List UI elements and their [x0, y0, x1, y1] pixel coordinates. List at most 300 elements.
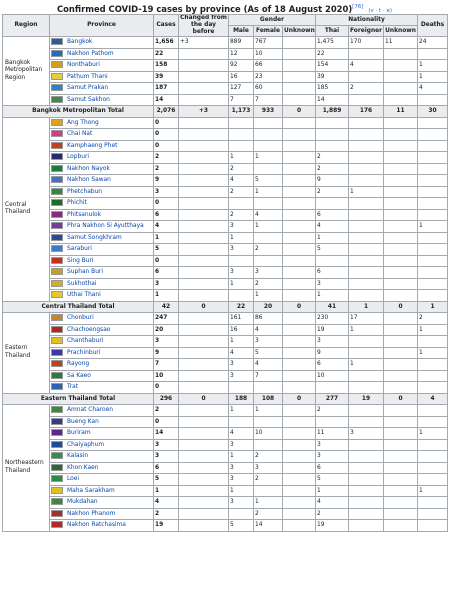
unknown-cell [283, 290, 316, 302]
female-cell [254, 439, 283, 451]
unknown-cell [283, 221, 316, 233]
unknown-cell [283, 244, 316, 256]
unknown-cell [283, 278, 316, 290]
province-link[interactable]: Prachinburi [67, 349, 101, 356]
nat-unknown-cell [384, 175, 418, 187]
thai-cell: 19 [316, 324, 349, 336]
foreigner-cell: 1 [349, 324, 384, 336]
total-cases: 2,076 [154, 106, 179, 118]
deaths-cell [418, 244, 448, 256]
changed-cell [179, 60, 229, 72]
thai-cell: 2 [316, 163, 349, 175]
province-flag-icon [51, 96, 63, 103]
province-cell [50, 209, 154, 221]
deaths-cell [418, 520, 448, 532]
female-cell: 86 [254, 313, 283, 325]
table-row [3, 485, 448, 497]
cases-cell: 6 [154, 267, 179, 279]
province-flag-icon [51, 142, 63, 149]
region-cell[interactable]: Central Thailand [3, 117, 50, 301]
province-flag-icon [51, 452, 63, 459]
foreigner-cell [349, 347, 384, 359]
total-thai: 277 [316, 393, 349, 405]
male-cell: 1 [229, 336, 254, 348]
total-foreigner: 176 [349, 106, 384, 118]
total-female: 108 [254, 393, 283, 405]
unknown-cell [283, 428, 316, 440]
unknown-cell [283, 129, 316, 141]
province-link[interactable]: Phetchabun [67, 188, 103, 195]
unknown-cell [283, 232, 316, 244]
deaths-cell: 1 [418, 221, 448, 233]
cases-cell: 0 [154, 198, 179, 210]
cases-cell: 1 [154, 290, 179, 302]
female-cell [254, 382, 283, 394]
deaths-cell [418, 129, 448, 141]
nat-unknown-cell [384, 267, 418, 279]
province-link[interactable]: Chachoengsao [67, 326, 111, 333]
header-thai: Thai [316, 26, 349, 37]
header-male: Male [229, 26, 254, 37]
province-cell [50, 439, 154, 451]
province-link[interactable]: Saraburi [67, 246, 92, 253]
total-thai: 1,889 [316, 106, 349, 118]
thai-cell: 22 [316, 48, 349, 60]
caption-reference[interactable]: [76] [352, 4, 364, 10]
foreigner-cell [349, 370, 384, 382]
nat-unknown-cell [384, 244, 418, 256]
foreigner-cell [349, 462, 384, 474]
cases-cell: 20 [154, 324, 179, 336]
total-deaths: 1 [418, 301, 448, 313]
province-link[interactable]: Bueng Kan [67, 418, 99, 425]
cases-cell: 6 [154, 209, 179, 221]
total-thai: 41 [316, 301, 349, 313]
female-cell: 10 [254, 428, 283, 440]
province-cell [50, 382, 154, 394]
male-cell: 3 [229, 244, 254, 256]
header-gender-unknown: Unknown [283, 26, 316, 37]
province-cell [50, 83, 154, 95]
thai-cell: 2 [316, 405, 349, 417]
unknown-cell [283, 186, 316, 198]
male-cell: 2 [229, 163, 254, 175]
nat-unknown-cell [384, 83, 418, 95]
table-row [3, 508, 448, 520]
region-cell[interactable]: Northeastern Thailand [3, 405, 50, 532]
nat-unknown-cell [384, 382, 418, 394]
deaths-cell [418, 497, 448, 509]
header-foreigner: Foreigner [349, 26, 384, 37]
foreigner-cell [349, 520, 384, 532]
province-cell [50, 428, 154, 440]
province-link[interactable]: Kalasin [67, 453, 89, 460]
female-cell: 1 [254, 186, 283, 198]
deaths-cell [418, 117, 448, 129]
total-female: 20 [254, 301, 283, 313]
province-link[interactable]: Samut Prakan [67, 85, 109, 92]
male-cell: 1 [229, 485, 254, 497]
table-row [3, 290, 448, 302]
total-nat-unknown: 0 [384, 393, 418, 405]
region-cell[interactable]: Eastern Thailand [3, 313, 50, 394]
province-cell [50, 129, 154, 141]
thai-cell: 6 [316, 267, 349, 279]
thai-cell: 10 [316, 370, 349, 382]
foreigner-cell [349, 244, 384, 256]
cases-cell: 10 [154, 370, 179, 382]
male-cell: 1 [229, 232, 254, 244]
changed-cell [179, 267, 229, 279]
header-region: Region [3, 15, 50, 37]
table-row [3, 347, 448, 359]
male-cell [229, 290, 254, 302]
cases-cell: 14 [154, 94, 179, 106]
female-cell: 4 [254, 359, 283, 371]
foreigner-cell [349, 336, 384, 348]
province-flag-icon [51, 130, 63, 137]
thai-cell: 3 [316, 336, 349, 348]
unknown-cell [283, 508, 316, 520]
province-link[interactable]: Kamphaeng Phet [67, 142, 118, 149]
male-cell [229, 117, 254, 129]
province-link[interactable]: Nakhon Nayok [67, 165, 110, 172]
total-foreigner: 19 [349, 393, 384, 405]
total-label: Bangkok Metropolitan Total [3, 106, 154, 118]
cases-cell: 187 [154, 83, 179, 95]
province-cell [50, 462, 154, 474]
table-row [3, 324, 448, 336]
province-link[interactable]: Khon Kaen [67, 464, 99, 471]
province-cell [50, 485, 154, 497]
male-cell: 92 [229, 60, 254, 72]
table-row [3, 278, 448, 290]
province-link[interactable]: Uthai Thani [67, 292, 101, 299]
table-row [3, 221, 448, 233]
table-caption [0, 0, 449, 14]
female-cell: 767 [254, 37, 283, 49]
total-row [3, 301, 448, 313]
total-deaths: 4 [418, 393, 448, 405]
province-flag-icon [51, 360, 63, 367]
vte-links[interactable]: (v · t · e) [368, 7, 392, 14]
female-cell [254, 140, 283, 152]
table-row [3, 451, 448, 463]
province-cell [50, 163, 154, 175]
changed-cell [179, 359, 229, 371]
deaths-cell [418, 336, 448, 348]
deaths-cell: 1 [418, 347, 448, 359]
table-row [3, 336, 448, 348]
table-row [3, 198, 448, 210]
table-row [3, 37, 448, 49]
table-row [3, 140, 448, 152]
female-cell [254, 416, 283, 428]
cases-cell: 4 [154, 497, 179, 509]
male-cell: 2 [229, 186, 254, 198]
changed-cell [179, 152, 229, 164]
nat-unknown-cell [384, 278, 418, 290]
province-link[interactable]: Nakhon Phanom [67, 510, 116, 517]
table-row [3, 152, 448, 164]
province-cell [50, 60, 154, 72]
table-row [3, 255, 448, 267]
male-cell [229, 140, 254, 152]
table-row [3, 129, 448, 141]
deaths-cell: 1 [418, 428, 448, 440]
changed-cell [179, 370, 229, 382]
thai-cell [316, 416, 349, 428]
male-cell [229, 198, 254, 210]
province-flag-icon [51, 349, 63, 356]
total-changed: 0 [179, 301, 229, 313]
province-flag-icon [51, 383, 63, 390]
province-cell [50, 278, 154, 290]
province-link[interactable]: Trat [67, 384, 79, 391]
thai-cell: 39 [316, 71, 349, 83]
table-row [3, 94, 448, 106]
nat-unknown-cell [384, 474, 418, 486]
deaths-cell [418, 163, 448, 175]
table-row [3, 117, 448, 129]
male-cell: 7 [229, 94, 254, 106]
male-cell [229, 255, 254, 267]
deaths-cell [418, 175, 448, 187]
female-cell: 2 [254, 278, 283, 290]
region-cell[interactable]: Bangkok Metropolitan Region [3, 37, 50, 106]
thai-cell: 19 [316, 520, 349, 532]
total-label: Eastern Thailand Total [3, 393, 154, 405]
changed-cell [179, 474, 229, 486]
cases-cell: 0 [154, 129, 179, 141]
province-link[interactable]: Nonthaburi [67, 62, 100, 69]
province-flag-icon [51, 119, 63, 126]
female-cell: 2 [254, 244, 283, 256]
female-cell: 1 [254, 221, 283, 233]
province-flag-icon [51, 441, 63, 448]
province-cell [50, 244, 154, 256]
female-cell: 3 [254, 267, 283, 279]
province-flag-icon [51, 475, 63, 482]
thai-cell: 1 [316, 232, 349, 244]
unknown-cell [283, 474, 316, 486]
female-cell [254, 129, 283, 141]
cases-cell: 22 [154, 48, 179, 60]
table-row [3, 267, 448, 279]
deaths-cell: 1 [418, 485, 448, 497]
table-row [3, 439, 448, 451]
cases-cell: 9 [154, 175, 179, 187]
table-row [3, 313, 448, 325]
header-nationality: Nationality [316, 15, 418, 26]
province-link[interactable]: Phitsanulok [67, 211, 102, 218]
cases-cell: 0 [154, 382, 179, 394]
table-row [3, 370, 448, 382]
nat-unknown-cell [384, 313, 418, 325]
foreigner-cell [349, 94, 384, 106]
changed-cell [179, 416, 229, 428]
nat-unknown-cell [384, 94, 418, 106]
province-flag-icon [51, 268, 63, 275]
deaths-cell: 1 [418, 324, 448, 336]
thai-cell: 185 [316, 83, 349, 95]
deaths-cell [418, 255, 448, 267]
province-cell [50, 255, 154, 267]
province-cell [50, 336, 154, 348]
deaths-cell [418, 48, 448, 60]
nat-unknown-cell [384, 117, 418, 129]
deaths-cell [418, 451, 448, 463]
nat-unknown-cell [384, 451, 418, 463]
deaths-cell: 1 [418, 60, 448, 72]
province-cell [50, 117, 154, 129]
unknown-cell [283, 163, 316, 175]
deaths-cell [418, 94, 448, 106]
foreigner-cell [349, 474, 384, 486]
province-link[interactable]: Loei [67, 476, 80, 483]
foreigner-cell: 1 [349, 186, 384, 198]
province-link[interactable]: Maha Sarakham [67, 487, 115, 494]
province-link[interactable]: Pathum Thani [67, 73, 108, 80]
covid-cases-table [2, 14, 448, 532]
province-link[interactable]: Rayong [67, 361, 90, 368]
unknown-cell [283, 175, 316, 187]
nat-unknown-cell [384, 508, 418, 520]
cases-cell: 4 [154, 221, 179, 233]
thai-cell: 6 [316, 209, 349, 221]
nat-unknown-cell [384, 497, 418, 509]
unknown-cell [283, 382, 316, 394]
thai-cell [316, 255, 349, 267]
foreigner-cell [349, 485, 384, 497]
province-cell [50, 48, 154, 60]
unknown-cell [283, 336, 316, 348]
province-cell [50, 186, 154, 198]
province-flag-icon [51, 418, 63, 425]
thai-cell: 5 [316, 474, 349, 486]
foreigner-cell [349, 451, 384, 463]
province-link[interactable]: Buriram [67, 430, 91, 437]
deaths-cell [418, 186, 448, 198]
cases-cell: 5 [154, 474, 179, 486]
changed-cell [179, 462, 229, 474]
deaths-cell [418, 382, 448, 394]
thai-cell: 14 [316, 94, 349, 106]
thai-cell: 230 [316, 313, 349, 325]
province-cell [50, 140, 154, 152]
unknown-cell [283, 267, 316, 279]
province-link[interactable]: Chai Nat [67, 131, 93, 138]
female-cell: 5 [254, 175, 283, 187]
province-link[interactable]: Nakhon Ratchasima [67, 522, 126, 529]
province-link[interactable]: Chonburi [67, 315, 94, 322]
province-link[interactable]: Bangkok [67, 39, 93, 46]
province-link[interactable]: Lopburi [67, 154, 90, 161]
province-cell [50, 359, 154, 371]
province-cell [50, 508, 154, 520]
unknown-cell [283, 94, 316, 106]
province-flag-icon [51, 199, 63, 206]
province-link[interactable]: Chanthaburi [67, 338, 104, 345]
province-link[interactable]: Nakhon Pathom [67, 50, 114, 57]
foreigner-cell: 170 [349, 37, 384, 49]
thai-cell [316, 198, 349, 210]
unknown-cell [283, 324, 316, 336]
province-link[interactable]: Ang Thong [67, 119, 99, 126]
female-cell [254, 163, 283, 175]
province-link[interactable]: Samut Songkhram [67, 234, 122, 241]
cases-cell: 3 [154, 336, 179, 348]
unknown-cell [283, 140, 316, 152]
unknown-cell [283, 485, 316, 497]
province-link[interactable]: Mukdahan [67, 499, 98, 506]
thai-cell: 9 [316, 175, 349, 187]
province-flag-icon [51, 257, 63, 264]
province-link[interactable]: Amnat Charoen [67, 407, 114, 414]
female-cell: 2 [254, 508, 283, 520]
cases-cell: 3 [154, 278, 179, 290]
province-link[interactable]: Chaiyaphum [67, 441, 105, 448]
province-link[interactable]: Suphan Buri [67, 269, 103, 276]
foreigner-cell [349, 163, 384, 175]
table-row [3, 405, 448, 417]
table-row [3, 83, 448, 95]
province-link[interactable]: Sa Kaeo [67, 372, 91, 379]
province-link[interactable]: Phra Nakhon Si Ayutthaya [67, 223, 144, 230]
province-link[interactable]: Nakhon Sawan [67, 177, 111, 184]
male-cell: 3 [229, 462, 254, 474]
changed-cell [179, 175, 229, 187]
foreigner-cell [349, 48, 384, 60]
cases-cell: 7 [154, 359, 179, 371]
unknown-cell [283, 117, 316, 129]
deaths-cell [418, 370, 448, 382]
foreigner-cell [349, 221, 384, 233]
unknown-cell [283, 359, 316, 371]
nat-unknown-cell [384, 129, 418, 141]
province-link[interactable]: Sing Buri [67, 257, 94, 264]
header-female: Female [254, 26, 283, 37]
province-link[interactable]: Phichit [67, 200, 87, 207]
cases-cell: 14 [154, 428, 179, 440]
province-cell [50, 152, 154, 164]
thai-cell [316, 382, 349, 394]
province-flag-icon [51, 165, 63, 172]
deaths-cell [418, 462, 448, 474]
cases-cell: 3 [154, 186, 179, 198]
province-flag-icon [51, 406, 63, 413]
female-cell: 7 [254, 94, 283, 106]
thai-cell: 3 [316, 451, 349, 463]
changed-cell [179, 221, 229, 233]
unknown-cell [283, 347, 316, 359]
unknown-cell [283, 405, 316, 417]
changed-cell [179, 117, 229, 129]
male-cell: 1 [229, 405, 254, 417]
nat-unknown-cell [384, 232, 418, 244]
male-cell [229, 508, 254, 520]
male-cell: 3 [229, 359, 254, 371]
province-link[interactable]: Samut Sakhon [67, 96, 110, 103]
female-cell: 66 [254, 60, 283, 72]
changed-cell [179, 508, 229, 520]
province-cell [50, 313, 154, 325]
province-cell [50, 267, 154, 279]
province-flag-icon [51, 73, 63, 80]
province-link[interactable]: Sukhothai [67, 280, 97, 287]
nat-unknown-cell [384, 370, 418, 382]
total-nat-unknown: 11 [384, 106, 418, 118]
